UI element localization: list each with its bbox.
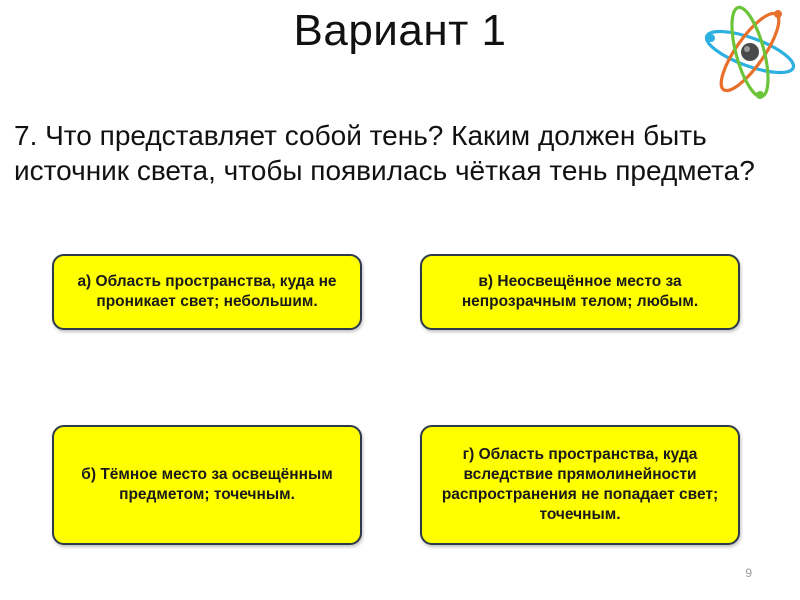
atom-icon	[700, 2, 800, 102]
slide-title: Вариант 1	[293, 6, 507, 55]
atom-electron-1	[707, 34, 715, 42]
answer-option-a[interactable]: а) Область пространства, куда не проникает свет; небольшим.	[52, 254, 362, 330]
atom-electron-2	[774, 10, 782, 18]
atom-nucleus	[741, 43, 759, 61]
page-number: 9	[745, 566, 752, 580]
answer-option-v[interactable]: в) Неосвещённое место за непрозрачным телом; любым.	[420, 254, 740, 330]
answer-option-g[interactable]: г) Область пространства, куда вследствие прямолинейности распространения не попадает свет; точечным.	[420, 425, 740, 545]
question-text: 7. Что представляет собой тень? Каким должен быть источник света, чтобы появилась чёткая тень предмета?	[14, 120, 755, 186]
atom-electron-3	[756, 91, 764, 99]
answer-option-b[interactable]: б) Тёмное место за освещённым предметом; точечным.	[52, 425, 362, 545]
